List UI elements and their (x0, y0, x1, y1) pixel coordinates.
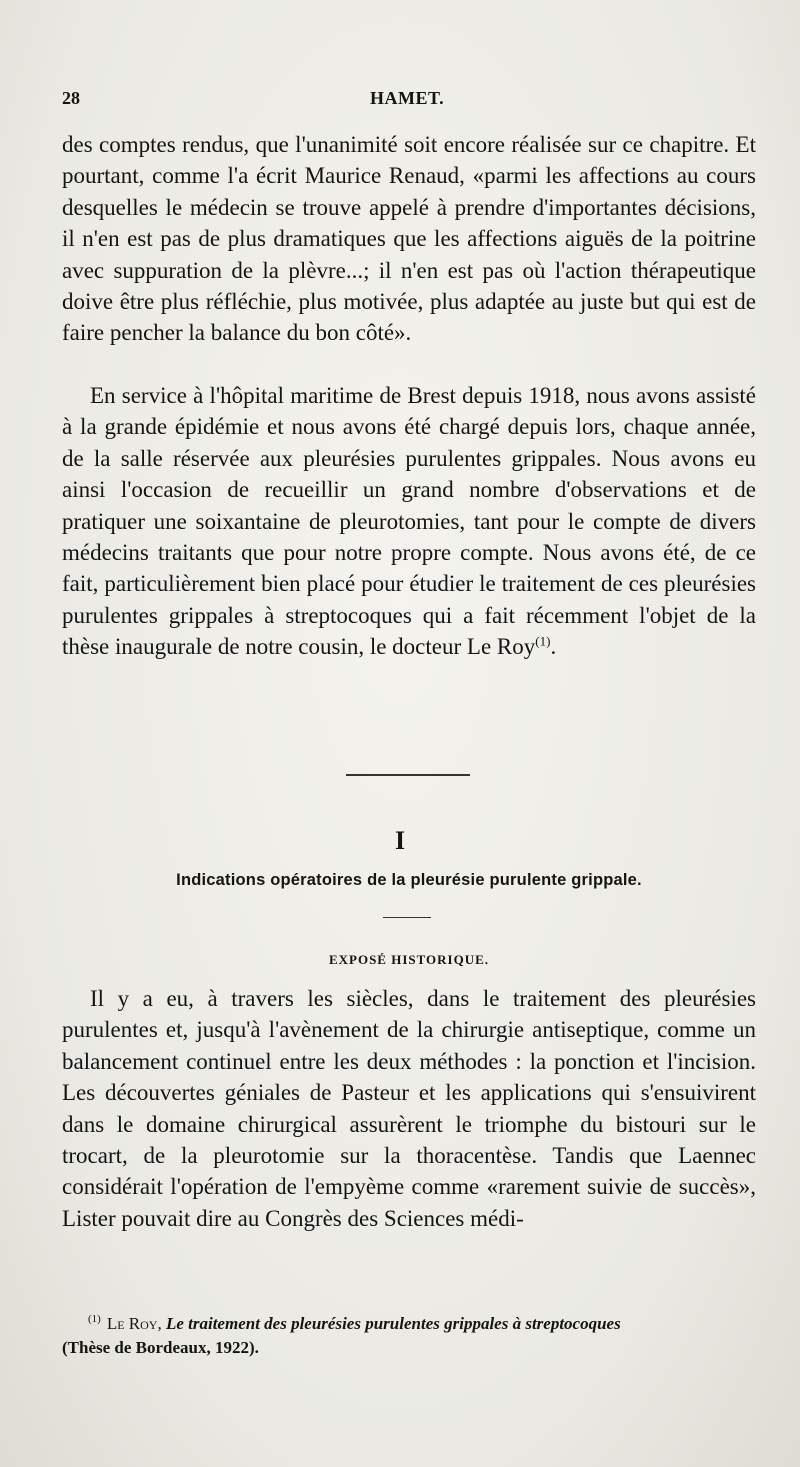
section-title-underline (383, 917, 431, 918)
footnote-source: (Thèse de Bordeaux, 1922). (62, 1338, 259, 1357)
footnote-reference[interactable]: (1) (535, 633, 551, 649)
running-title: HAMET. (370, 88, 445, 108)
footnote-text (62, 1312, 756, 1360)
footnote-author: Le Roy, (106, 1314, 162, 1333)
intro-paragraph-2-end: . (550, 634, 557, 660)
history-paragraph (62, 983, 756, 1234)
intro-paragraph-2 (62, 380, 756, 663)
section-divider-rule (346, 774, 470, 776)
intro-paragraph-2-body: En service à l'hôpital maritime de Brest depuis 1918, nous avons assisté à la grande épidémie et nous avons été chargé depuis lors, chaque année, de la salle réservée aux pleurésies purulentes grippales. Nous avons eu ainsi l'occasion de recueillir un grand nombre d'observations et de pratiquer une soixantaine de pleurotomies, tant pour le compte de divers médecins traitants que pour notre propre compte. Nous avons été, de ce fait, particulièrement bien placé pour étudier le traitement de ces pleurésies purulentes grippales à streptocoques qui a fait récemment l'objet de la thèse inaugurale de notre cousin, le docteur Le Roy (62, 383, 756, 660)
footnote-work-title: Le traitement des pleurésies purulentes grippales à streptocoques (165, 1314, 621, 1333)
footnote (62, 1312, 756, 1360)
intro-paragraph-1 (62, 129, 756, 349)
footnote-marker: (1) (88, 1313, 101, 1326)
history-paragraph-text: Il y a eu, à travers les siècles, dans le traitement des pleurésies purulentes et, jusqu'à l'avènement de la chirurgie antiseptique, comme un balancement continuel entre les deux méthodes : la ponction et l'incision. Les découvertes géniales de Pasteur et les applications qui s'ensuivirent dans le domaine chirurgical assurèrent le triomphe du bistouri sur le trocart, de la pleurotomie sur la thoracentèse. Tandis que Laennec considérait l'opération de l'empyème comme «rarement suivie de succès», Lister pouvait dire au Congrès des Sciences médi- (62, 986, 756, 1231)
running-head (62, 88, 762, 114)
subsection-title: EXPOSÉ HISTORIQUE. (328, 952, 490, 967)
intro-paragraph-2-text (62, 380, 756, 663)
intro-paragraph-1-text: des comptes rendus, que l'unanimité soit encore réalisée sur ce chapitre. Et pourtant, comme l'a écrit Maurice Renaud, «parmi les affections au cours desquelles le médecin se trouve appelé à prendre d'importantes décisions, il n'en est pas de plus dramatiques que les affections aiguës de la poitrine avec suppuration de la plèvre...; il n'en est pas où l'action thérapeutique doive être plus réfléchie, plus motivée, plus adaptée au juste but qui est de faire pencher la balance du bon côté». (62, 132, 756, 346)
section-title: Indications opératoires de la pleurésie purulente grippale. (176, 871, 642, 889)
section-number: I (395, 826, 406, 855)
page-number: 28 (62, 88, 80, 108)
